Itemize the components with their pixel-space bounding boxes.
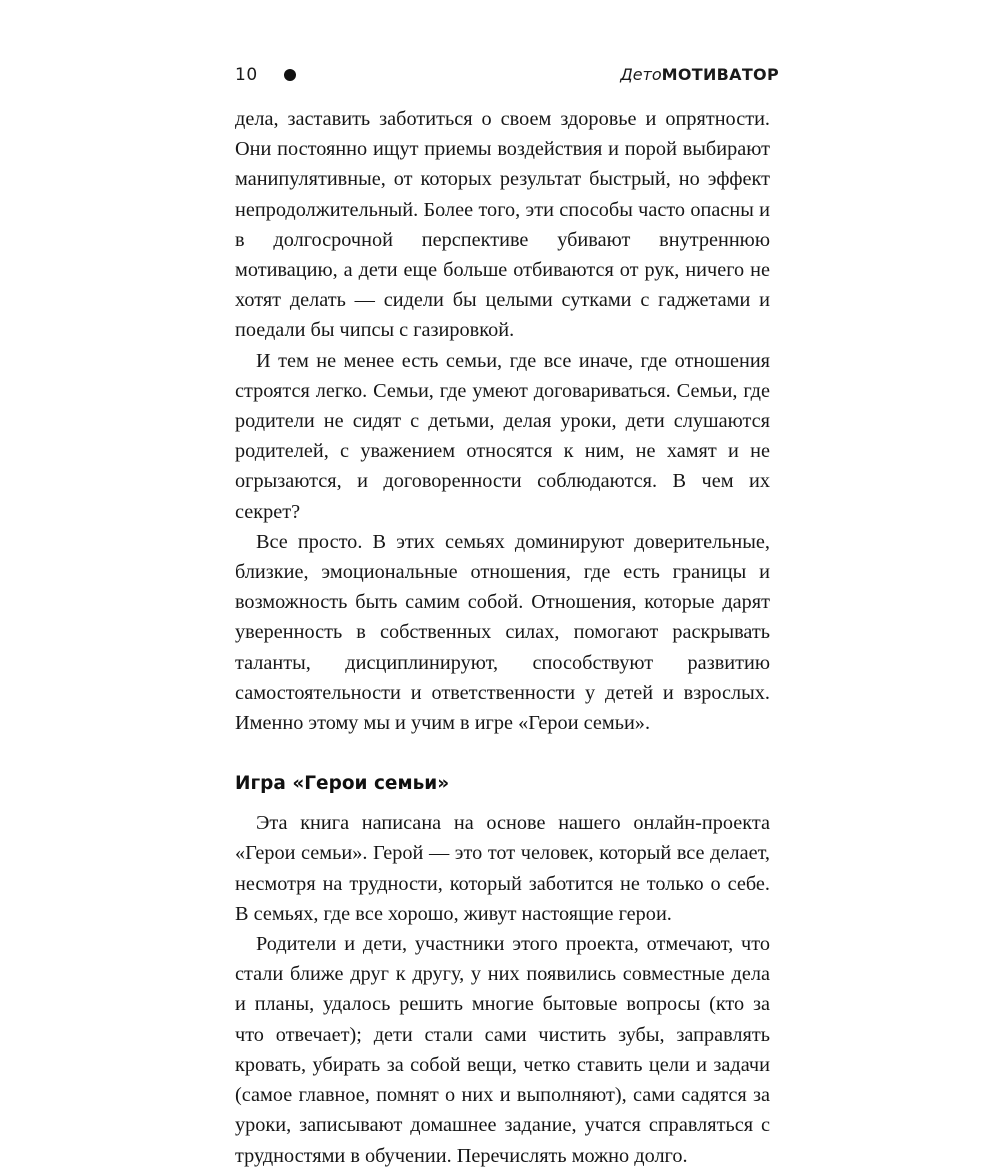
book-title — [620, 62, 779, 88]
paragraph: Эта книга написана на основе нашего онлайн-проекта «Герои семьи». Герой — это тот человек, который все делает, несмотря на трудности, который заботится не только о себе. В семьях, где все хорошо, живут настоящие герои. — [235, 812, 770, 925]
body-text — [235, 104, 770, 1171]
running-head — [235, 62, 779, 88]
book-title-part-2: МОТИВАТОР — [661, 65, 779, 84]
paragraph: Все просто. В этих семьях доминируют доверительные, близкие, эмоциональные отношения, где есть границы и возможность быть самим собой. Отношения, которые дарят уверенность в собственных силах, помогают раскрывать таланты, дисциплинируют, способствуют развитию самостоятельности и ответственности у детей и взрослых. Именно этому мы и учим в игре «Герои семьи». — [235, 530, 770, 735]
paragraph: И тем не менее есть семьи, где все иначе, где отношения строятся легко. Семьи, где умеют договариваться. Семьи, где родители не сидят с детьми, делая уроки, дети слушаются родителей, с уважением относятся к ним, не хамят и не огрызаются, и договоренности соблюдаются. В чем их секрет? — [235, 349, 770, 523]
bullet-icon — [284, 69, 296, 81]
paragraph-continued: дела, заставить заботиться о своем здоровье и опрятности. Они постоянно ищут приемы воздействия и порой выбирают манипулятивные, от которых результат быстрый, но эффект непродолжительный. Более того, эти способы часто опасны и в долгосрочной перспективе убивают внутреннюю мотивацию, а дети еще больше отбиваются от рук, ничего не хотят делать — сидели бы целыми сутками с гаджетами и поедали бы чипсы с газировкой. — [235, 108, 770, 342]
paragraph: Родители и дети, участники этого проекта, отмечают, что стали ближе друг к другу, у них появились совместные дела и планы, удалось решить многие бытовые вопросы (кто за что отвечает); дети стали сами чистить зубы, заправлять кровать, убирать за собой вещи, четко ставить цели и задачи (самое главное, помнят о них и выполняют), сами садятся за уроки, записывают домашнее задание, учатся справляться с трудностями в обучении. Перечислять можно долго. — [235, 933, 770, 1167]
book-title-part-1: Дето — [620, 65, 662, 84]
section-heading: Игра «Герои семьи» — [235, 773, 450, 795]
page-number: 10 — [235, 65, 258, 85]
